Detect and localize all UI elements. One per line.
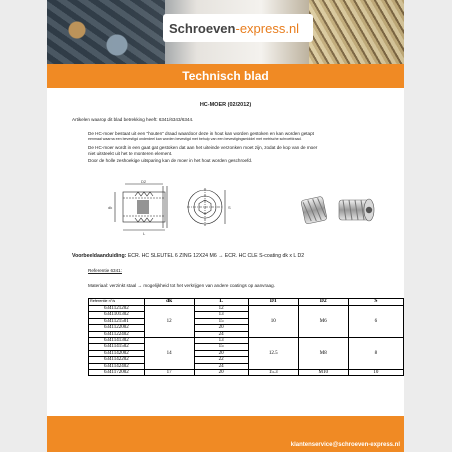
document-title: HC-MOER (02/2012) <box>199 102 252 108</box>
label-l: L <box>143 231 146 236</box>
example-label: Voorbeeldaanduiding: <box>72 253 127 259</box>
ref-cell: 6341121501 <box>89 318 145 324</box>
description-line-1: De HC-moer bestaat uit een "houten" draad waardoor deze in hout kan worden gestoken en kan worden getapt <box>88 131 314 136</box>
label-dk: dk <box>108 205 113 210</box>
col-d2: D2 <box>298 299 348 306</box>
ref-cell: 6341121202 <box>89 306 145 312</box>
dk-cell: 17 <box>144 370 194 376</box>
s-cell: 6 <box>348 306 403 338</box>
footer-email[interactable]: klantenservice@schroeven-express.nl <box>290 442 400 448</box>
footer-bar <box>47 416 404 452</box>
l-cell: 22 <box>194 357 248 363</box>
document-page <box>47 0 404 452</box>
dk-cell: 14 <box>144 338 194 370</box>
l-cell: 15 <box>194 344 248 350</box>
ref-cell: 6341172002 <box>89 370 145 376</box>
l-cell: 13 <box>194 312 248 318</box>
header-photo <box>47 0 404 74</box>
ref-cell: 6341142202 <box>89 357 145 363</box>
ref-cell: 6341122002 <box>89 325 145 331</box>
ref-cell: 6341142002 <box>89 350 145 356</box>
ref-cell: 6341142402 <box>89 363 145 369</box>
ref-cell: 6341122402 <box>89 331 145 337</box>
document-banner: Technisch blad <box>47 64 404 88</box>
ref-cell: 6341141302 <box>89 338 145 344</box>
l-cell: 24 <box>194 331 248 337</box>
description-line-5: Door de holle zeshoekige uitsparing kan de moer in het hout worden geschroefd. <box>88 158 253 163</box>
l-cell: 20 <box>194 325 248 331</box>
ref-cell: 6341141502 <box>89 344 145 350</box>
ref-cell: 6341101302 <box>89 312 145 318</box>
spec-table <box>88 298 404 376</box>
dk-cell: 12 <box>144 306 194 338</box>
screws-photo <box>309 0 404 74</box>
col-dk: dk <box>144 299 194 306</box>
l-cell: 20 <box>194 350 248 356</box>
d2-cell: M8 <box>298 338 348 370</box>
l-cell: 24 <box>194 363 248 369</box>
d1-cell: 15.3 <box>248 370 298 376</box>
d2-cell: M6 <box>298 306 348 338</box>
d2-cell: M10 <box>298 370 348 376</box>
description-line-2: eenmaal waarna een bevestigd onderdeel kan worden bevestigd met behulp van een bevestigingsmiddel met metrische schroefdraad. <box>88 137 302 141</box>
spec-table-header <box>89 299 404 306</box>
l-cell: 13 <box>194 338 248 344</box>
product-photo <box>295 184 377 236</box>
d1-cell: 10 <box>248 306 298 338</box>
material-line: Materiaal: verzinkt staal → mogelijkheid tot het verkrijgen van andere coatings op aanvraag. <box>88 283 275 288</box>
s-cell: 8 <box>348 338 403 370</box>
example-text: ECR. HC SLEUTEL 6 ZING 12X24 M6 → ECR. HC CLE S-coating dk x L D2 <box>127 253 305 259</box>
brand-logo <box>163 14 313 42</box>
articles-line: Artikelen waarop dit blad betrekking heeft: 6341/6343/6344. <box>72 117 194 122</box>
l-cell: 12 <box>194 306 248 312</box>
s-cell: 10 <box>348 370 403 376</box>
col-d1: D1 <box>248 299 298 306</box>
brand-domain: -express.nl <box>235 20 300 36</box>
l-cell: 15 <box>194 318 248 324</box>
hex-socket-section <box>137 200 149 214</box>
table-row <box>89 370 404 376</box>
col-l: L <box>194 299 248 306</box>
description-line-4: niet uitsteekt uit het te monteren element. <box>88 151 173 156</box>
col-s: S <box>348 299 403 306</box>
reference-heading: Referentie 6341: <box>88 268 122 273</box>
brand-name: Schroeven <box>169 20 236 36</box>
label-d2: D2 <box>141 179 147 184</box>
tools-photo <box>47 0 165 74</box>
example-line <box>72 253 304 259</box>
description-line-3: De HC-moer wordt in een gaat gat gestoken dat aan het uiteinde verzonken moet zijn, zodat de kop van de moer <box>88 145 318 150</box>
label-s: S <box>228 205 231 210</box>
l-cell: 20 <box>194 370 248 376</box>
technical-drawing <box>105 178 285 240</box>
d1-cell: 12.5 <box>248 338 298 370</box>
col-ref: Referentie n°/s <box>89 299 145 306</box>
